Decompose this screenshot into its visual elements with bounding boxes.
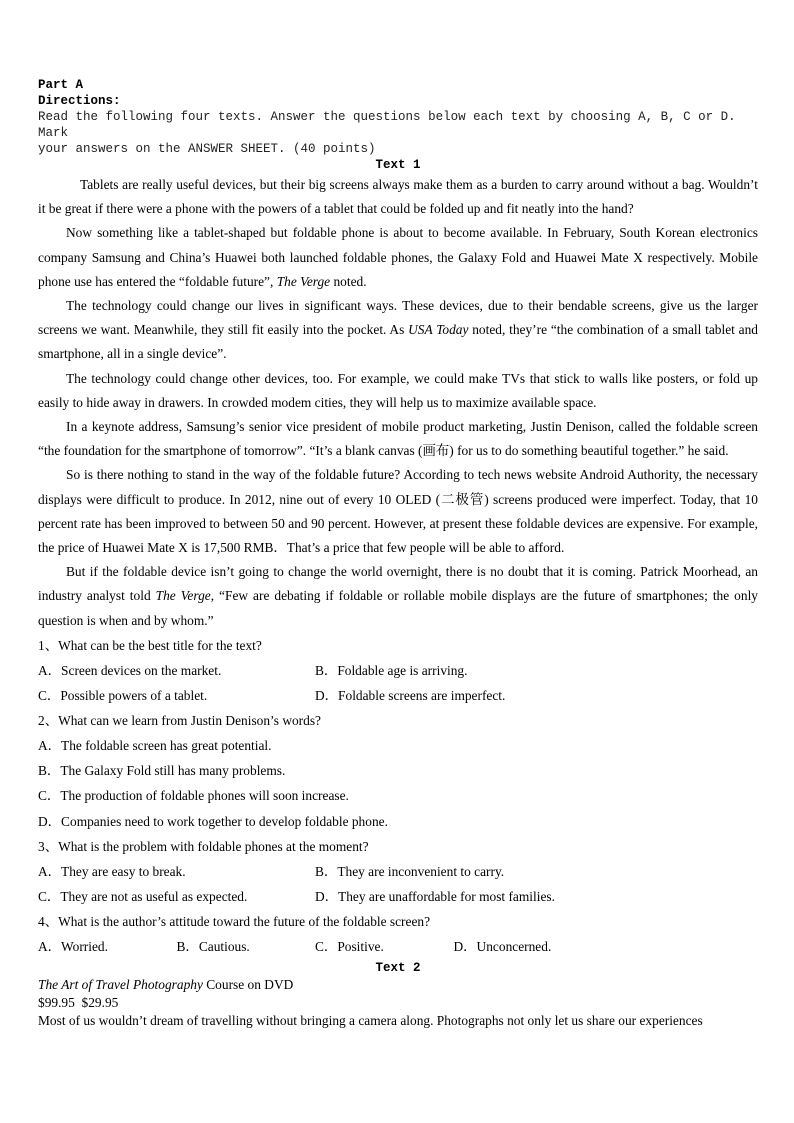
answer-option[interactable]: D．Foldable screens are imperfect.: [315, 688, 506, 704]
answer-option[interactable]: A．Worried.: [38, 938, 108, 954]
paragraph-text: Tablets are really useful devices, but their big screens always make them as a burden to carry around without a bag. Wouldn’t it be great if there were a phone with the powers of a tablet that could be folded up and fit neatly into the hand?: [38, 177, 758, 217]
answer-option[interactable]: B．The Galaxy Fold still has many problems.: [38, 763, 286, 779]
text1-paragraph: [38, 294, 758, 367]
product-prices: $99.95 $29.95: [38, 995, 119, 1011]
question-stem: 3、What is the problem with foldable phones at the moment?: [38, 838, 369, 854]
exam-page: [38, 77, 758, 1030]
answer-option[interactable]: D．Companies need to work together to develop foldable phone.: [38, 813, 388, 829]
paragraph-text: But if the foldable device isn’t going to change the world overnight, there is no doubt that it is coming. Patrick Moorhead, an industry analyst told: [38, 564, 758, 604]
answer-option[interactable]: A．Screen devices on the market.: [38, 662, 222, 678]
paragraph-text: noted, they’re “the combination of a small tablet and smartphone, all in a single device”.: [38, 322, 758, 362]
product-title-italic: The Art of Travel Photography: [38, 977, 203, 993]
question-stem: 1、What can be the best title for the text?: [38, 637, 262, 653]
answer-option[interactable]: C．Possible powers of a tablet.: [38, 688, 208, 704]
paragraph-text: The technology could change our lives in significant ways. These devices, due to their bendable screens, give us the larger screens we want. Meanwhile, they still fit easily into the pocket. As: [38, 298, 758, 338]
answer-option[interactable]: B．Foldable age is arriving.: [315, 662, 468, 678]
text1-paragraph: [38, 415, 758, 463]
options-row: [38, 859, 758, 884]
text1-paragraph: [38, 367, 758, 415]
question-stem: 4、What is the author’s attitude toward the future of the foldable screen?: [38, 913, 431, 929]
text1-paragraph: [38, 560, 758, 633]
options-row: [38, 934, 758, 959]
text2-title: Text 2: [375, 961, 421, 976]
answer-option[interactable]: C．The production of foldable phones will soon increase.: [38, 788, 349, 804]
paragraph-text: In a keynote address, Samsung’s senior vice president of mobile product marketing, Justin Denison, called the foldable screen “the foundation for the smartphone of tomorrow”. “It’s a blank canvas (画布) for us to do something beautiful together.” he said.: [38, 419, 758, 459]
text2-body: Most of us wouldn’t dream of travelling without bringing a camera along. Photographs not only let us share our experiences: [38, 1013, 703, 1029]
answer-option[interactable]: C．They are not as useful as expected.: [38, 888, 248, 904]
product-title: [38, 976, 758, 994]
options-row: [38, 783, 758, 808]
options-row: [38, 758, 758, 783]
product-title-rest: Course on DVD: [202, 977, 294, 993]
answer-option[interactable]: D．They are unaffordable for most families.: [315, 888, 555, 904]
paragraph-text: , “Few are debating if foldable or rollable mobile displays are the future of smartphones; the only question is when and by whom.”: [38, 588, 758, 628]
text1-questions: [38, 633, 758, 959]
part-heading: Part A: [38, 78, 84, 92]
answer-option[interactable]: D．Unconcerned.: [453, 938, 552, 954]
paragraph-text: noted.: [330, 273, 367, 289]
question-stem: 2、What can we learn from Justin Denison’s words?: [38, 713, 321, 729]
options-row: [38, 683, 758, 708]
directions-text-line-2: your answers on the ANSWER SHEET. (40 points): [38, 142, 376, 156]
text1-passage: [38, 173, 758, 633]
publication-name: USA Today: [408, 322, 469, 338]
directions-text-line-1: Read the following four texts. Answer the questions below each text by choosing A, B, C or D. Mark: [38, 110, 736, 140]
paragraph-text: The technology could change other devices, too. For example, we could make TVs that stick to walls like posters, or fold up easily to hide away in drawers. In crowded modem cities, they will help us to maximize available space.: [38, 370, 758, 410]
answer-option[interactable]: A．The foldable screen has great potential.: [38, 738, 272, 754]
answer-option[interactable]: B．They are inconvenient to carry.: [315, 863, 505, 879]
text1-paragraph: [38, 221, 758, 294]
text1-title: Text 1: [375, 158, 421, 172]
publication-name: The Verge: [155, 588, 211, 604]
options-row: [38, 809, 758, 834]
options-row: [38, 884, 758, 909]
text1-paragraph: [38, 173, 758, 221]
answer-option[interactable]: B．Cautious.: [176, 938, 250, 954]
answer-option[interactable]: A．They are easy to break.: [38, 863, 186, 879]
options-row: [38, 658, 758, 683]
paragraph-text: So is there nothing to stand in the way of the foldable future? According to tech news website Android Authority, the necessary displays were difficult to produce. In 2012, nine out of every 10 OLED (二极管) screens produced were imperfect. Today, that 10 percent rate has been improved to between 50 and 90 percent. However, at present these foldable devices are expensive. For example, the price of Huawei Mate X is 17,500 RMB．That’s a price that few people will be able to afford.: [38, 467, 758, 556]
answer-option[interactable]: C．Positive.: [315, 938, 384, 954]
text1-paragraph: [38, 463, 758, 560]
paragraph-text: Now something like a tablet-shaped but foldable phone is about to become available. In February, South Korean electronics company Samsung and China’s Huawei both launched foldable phones, the Galaxy Fold and Huawei Mate X respectively. Mobile phone use has entered the “foldable future”,: [38, 225, 758, 289]
options-row: [38, 733, 758, 758]
publication-name: The Verge: [276, 273, 331, 289]
directions-label: Directions:: [38, 94, 121, 108]
